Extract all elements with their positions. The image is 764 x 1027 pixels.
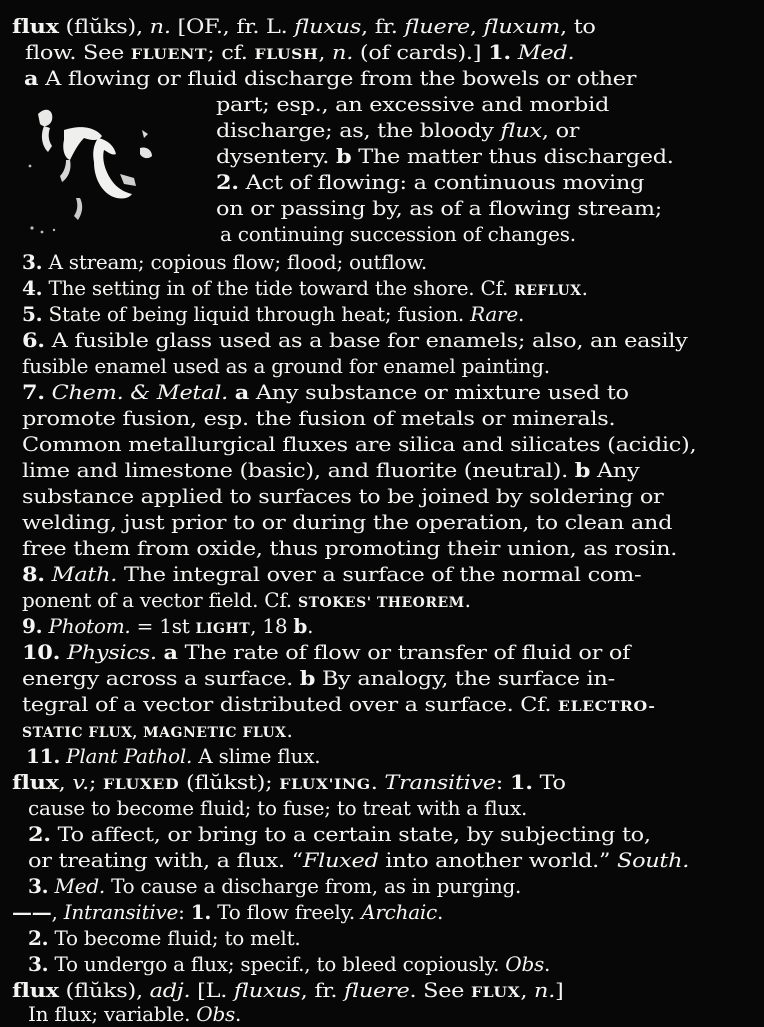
text-segment: A flowing or fluid discharge from the bowels or other: [38, 66, 637, 90]
text-segment: South.: [617, 848, 690, 872]
text-segment: Intransitive: [63, 900, 179, 924]
text-line: [22, 457, 639, 483]
text-segment: = 1st: [130, 614, 196, 638]
text-segment: Common metallurgical fluxes are silica and silicates (acidic),: [22, 432, 697, 456]
text-segment: 2.: [28, 822, 51, 846]
text-segment: a: [24, 66, 39, 90]
text-segment: 6.: [22, 328, 45, 352]
text-line: [24, 65, 636, 91]
text-segment: energy across a surface.: [22, 666, 300, 690]
text-line: [22, 665, 615, 691]
text-line: [28, 925, 300, 951]
text-segment: ELECTRO-: [558, 699, 656, 715]
text-segment: fluxum: [483, 14, 561, 38]
text-segment: a: [163, 640, 178, 664]
text-segment: Med.: [54, 874, 105, 898]
text-segment: , 18: [250, 614, 294, 638]
text-line: [12, 13, 596, 39]
text-segment: [228, 380, 235, 404]
text-line: [28, 873, 521, 899]
text-segment: 9.: [22, 614, 43, 638]
text-segment: ; cf.: [207, 40, 255, 64]
text-segment: Any: [590, 458, 640, 482]
text-segment: fluxus: [294, 14, 362, 38]
text-segment: [48, 874, 54, 898]
text-line: [22, 431, 696, 457]
text-segment: REFLUX: [514, 283, 582, 299]
text-segment: ,: [51, 900, 64, 924]
text-segment: Fluxed: [302, 848, 379, 872]
text-segment: To flow freely.: [211, 900, 362, 924]
text-line: [28, 821, 651, 847]
text-segment: b: [335, 144, 352, 168]
text-segment: ,: [58, 770, 73, 794]
text-segment: The rate of flow or transfer of fluid or of: [177, 640, 631, 664]
text-segment: fluxus: [233, 978, 301, 1002]
text-segment: FLUENT: [130, 47, 208, 63]
text-segment: . See: [409, 978, 471, 1002]
text-segment: [L.: [190, 978, 234, 1002]
text-segment: into another world.”: [378, 848, 618, 872]
text-segment: STOKES' THEOREM: [298, 595, 465, 611]
text-line: [22, 353, 550, 379]
text-line: [22, 509, 672, 535]
text-segment: To become fluid; to melt.: [48, 926, 301, 950]
text-segment: To: [532, 770, 566, 794]
text-line: [28, 795, 527, 821]
text-segment: STATIC FLUX, MAGNETIC FLUX: [22, 725, 287, 741]
text-line: [22, 379, 629, 405]
text-segment: Transitive: [384, 770, 496, 794]
text-segment: 1.: [509, 770, 533, 794]
text-segment: , or: [541, 118, 580, 142]
text-segment: part; esp., an excessive and morbid: [216, 92, 610, 116]
text-segment: [45, 562, 52, 586]
text-segment: a continuing succession of changes.: [220, 222, 576, 246]
text-line: [22, 275, 588, 301]
text-segment: The matter thus discharged.: [351, 144, 674, 168]
text-segment: Act of flowing: a continuous moving: [238, 170, 645, 194]
text-segment: Rare: [470, 302, 518, 326]
text-segment: FLUX: [470, 985, 521, 1001]
text-segment: fluere: [404, 14, 470, 38]
text-segment: The integral over a surface of the normal com-: [117, 562, 642, 586]
text-segment: ;: [88, 770, 104, 794]
text-segment: To undergo a flux; specif., to bleed copiously.: [48, 952, 506, 976]
text-segment: Plant Pathol.: [66, 744, 193, 768]
text-segment: .: [307, 614, 314, 638]
text-segment: discharge; as, the bloody: [216, 118, 501, 142]
text-segment: .: [517, 302, 525, 326]
text-line: [12, 769, 566, 795]
text-line: [216, 143, 674, 169]
text-segment: To cause a discharge from, as in purging.: [104, 874, 522, 898]
text-segment: b: [574, 458, 591, 482]
text-line: [216, 195, 662, 221]
text-segment: 2.: [28, 926, 49, 950]
text-segment: , fr.: [361, 14, 405, 38]
text-segment: 2.: [216, 170, 239, 194]
text-segment: ponent of a vector field. Cf.: [22, 588, 299, 612]
text-segment: ]: [555, 978, 564, 1002]
text-segment: 3.: [28, 952, 49, 976]
text-segment: Photom.: [48, 614, 131, 638]
text-segment: [45, 380, 52, 404]
text-segment: A fusible glass used as a base for enamels; also, an easily: [44, 328, 688, 352]
text-segment: 4.: [22, 276, 43, 300]
text-segment: FLUSH: [254, 47, 319, 63]
text-segment: Archaic: [361, 900, 437, 924]
text-segment: a: [234, 380, 250, 404]
text-segment: Med.: [517, 40, 575, 64]
text-segment: 3.: [22, 250, 43, 274]
text-segment: n.: [149, 14, 171, 38]
text-segment: .: [464, 588, 471, 612]
text-segment: adj.: [149, 978, 191, 1002]
text-segment: To affect, or bring to a certain state, by subjecting to,: [50, 822, 651, 846]
text-line: [216, 169, 644, 195]
text-segment: 3.: [28, 874, 49, 898]
text-line: [22, 483, 663, 509]
text-segment: FLUXED: [103, 777, 180, 793]
text-line: [216, 91, 609, 117]
text-segment: 11.: [26, 744, 61, 768]
text-line: [28, 1001, 241, 1027]
text-segment: ,: [469, 14, 484, 38]
text-line: [22, 327, 688, 353]
text-segment: b: [299, 666, 316, 690]
text-line: [22, 587, 471, 613]
text-segment: fusible enamel used as a ground for enamel painting.: [22, 354, 550, 378]
text-line: [22, 249, 427, 275]
text-segment: ——: [12, 900, 52, 924]
text-line: [22, 613, 313, 639]
text-segment: FLUX'ING: [279, 777, 371, 793]
text-line: [12, 977, 564, 1003]
text-segment: (flŭks),: [58, 978, 150, 1002]
text-segment: Obs: [505, 952, 545, 976]
text-line: [22, 691, 655, 717]
text-segment: Obs: [196, 1002, 236, 1026]
text-segment: cause to become fluid; to fuse; to treat with a flux.: [28, 796, 528, 820]
text-segment: promote fusion, esp. the fusion of metals or minerals.: [22, 406, 616, 430]
text-line: [216, 117, 579, 143]
text-segment: The setting in of the tide toward the shore. Cf.: [42, 276, 515, 300]
text-segment: By analogy, the surface in-: [315, 666, 615, 690]
dysentery-illustration: [24, 96, 174, 246]
text-line: [28, 951, 550, 977]
text-line: [220, 221, 576, 247]
text-line: [26, 743, 320, 769]
text-segment: , to: [560, 14, 596, 38]
text-line: [28, 847, 689, 873]
text-segment: [42, 614, 48, 638]
text-segment: [511, 40, 518, 64]
text-segment: .: [370, 770, 385, 794]
text-segment: free them from oxide, thus promoting their union, as rosin.: [22, 536, 678, 560]
text-segment: lime and limestone (basic), and fluorite (neutral).: [22, 458, 575, 482]
text-segment: fluere: [344, 978, 410, 1002]
text-segment: Any substance or mixture used to: [249, 380, 629, 404]
text-segment: 1.: [488, 40, 511, 64]
text-segment: Math.: [51, 562, 118, 586]
text-line: [22, 301, 524, 327]
text-line: [12, 899, 443, 925]
text-segment: .: [235, 1002, 242, 1026]
text-segment: .: [544, 952, 551, 976]
text-segment: n.: [534, 978, 556, 1002]
text-segment: flux: [500, 118, 542, 142]
text-segment: .: [437, 900, 444, 924]
text-line: [22, 639, 630, 665]
text-segment: ,: [318, 40, 333, 64]
text-segment: or treating with, a flux. “: [28, 848, 303, 872]
text-segment: .: [286, 718, 293, 742]
text-line: [22, 535, 677, 561]
text-segment: :: [495, 770, 510, 794]
text-segment: A slime flux.: [192, 744, 321, 768]
text-segment: A stream; copious flow; flood; outflow.: [42, 250, 427, 274]
text-line: [22, 561, 641, 587]
text-segment: 10.: [22, 640, 61, 664]
text-segment: 1.: [190, 900, 212, 924]
text-segment: v.: [72, 770, 89, 794]
text-segment: (flŭkst);: [179, 770, 280, 794]
text-segment: flow. See: [25, 40, 131, 64]
text-segment: LIGHT: [195, 621, 251, 637]
text-line: [22, 405, 615, 431]
text-segment: (flŭks),: [58, 14, 150, 38]
text-segment: n.: [332, 40, 354, 64]
text-segment: ,: [520, 978, 535, 1002]
text-segment: on or passing by, as of a flowing stream;: [216, 196, 662, 220]
text-segment: State of being liquid through heat; fusion.: [42, 302, 471, 326]
text-segment: :: [178, 900, 191, 924]
text-segment: [OF., fr. L.: [170, 14, 295, 38]
text-segment: .: [581, 276, 588, 300]
text-line: [25, 39, 574, 65]
text-segment: (of cards).]: [353, 40, 489, 64]
text-segment: dysentery.: [216, 144, 336, 168]
text-segment: In flux; variable.: [28, 1002, 197, 1026]
text-segment: flux: [12, 978, 59, 1002]
text-segment: substance applied to surfaces to be joined by soldering or: [22, 484, 664, 508]
text-segment: Chem. & Metal.: [51, 380, 228, 404]
text-segment: tegral of a vector distributed over a surface. Cf.: [22, 692, 559, 716]
text-segment: flux: [12, 770, 59, 794]
text-segment: flux: [12, 14, 59, 38]
text-segment: Physics.: [66, 640, 157, 664]
text-segment: 5.: [22, 302, 43, 326]
text-segment: 7.: [22, 380, 45, 404]
text-segment: b: [293, 614, 308, 638]
text-segment: , fr.: [300, 978, 345, 1002]
text-segment: 8.: [22, 562, 45, 586]
text-line: [22, 717, 293, 743]
text-segment: welding, just prior to or during the operation, to clean and: [22, 510, 673, 534]
